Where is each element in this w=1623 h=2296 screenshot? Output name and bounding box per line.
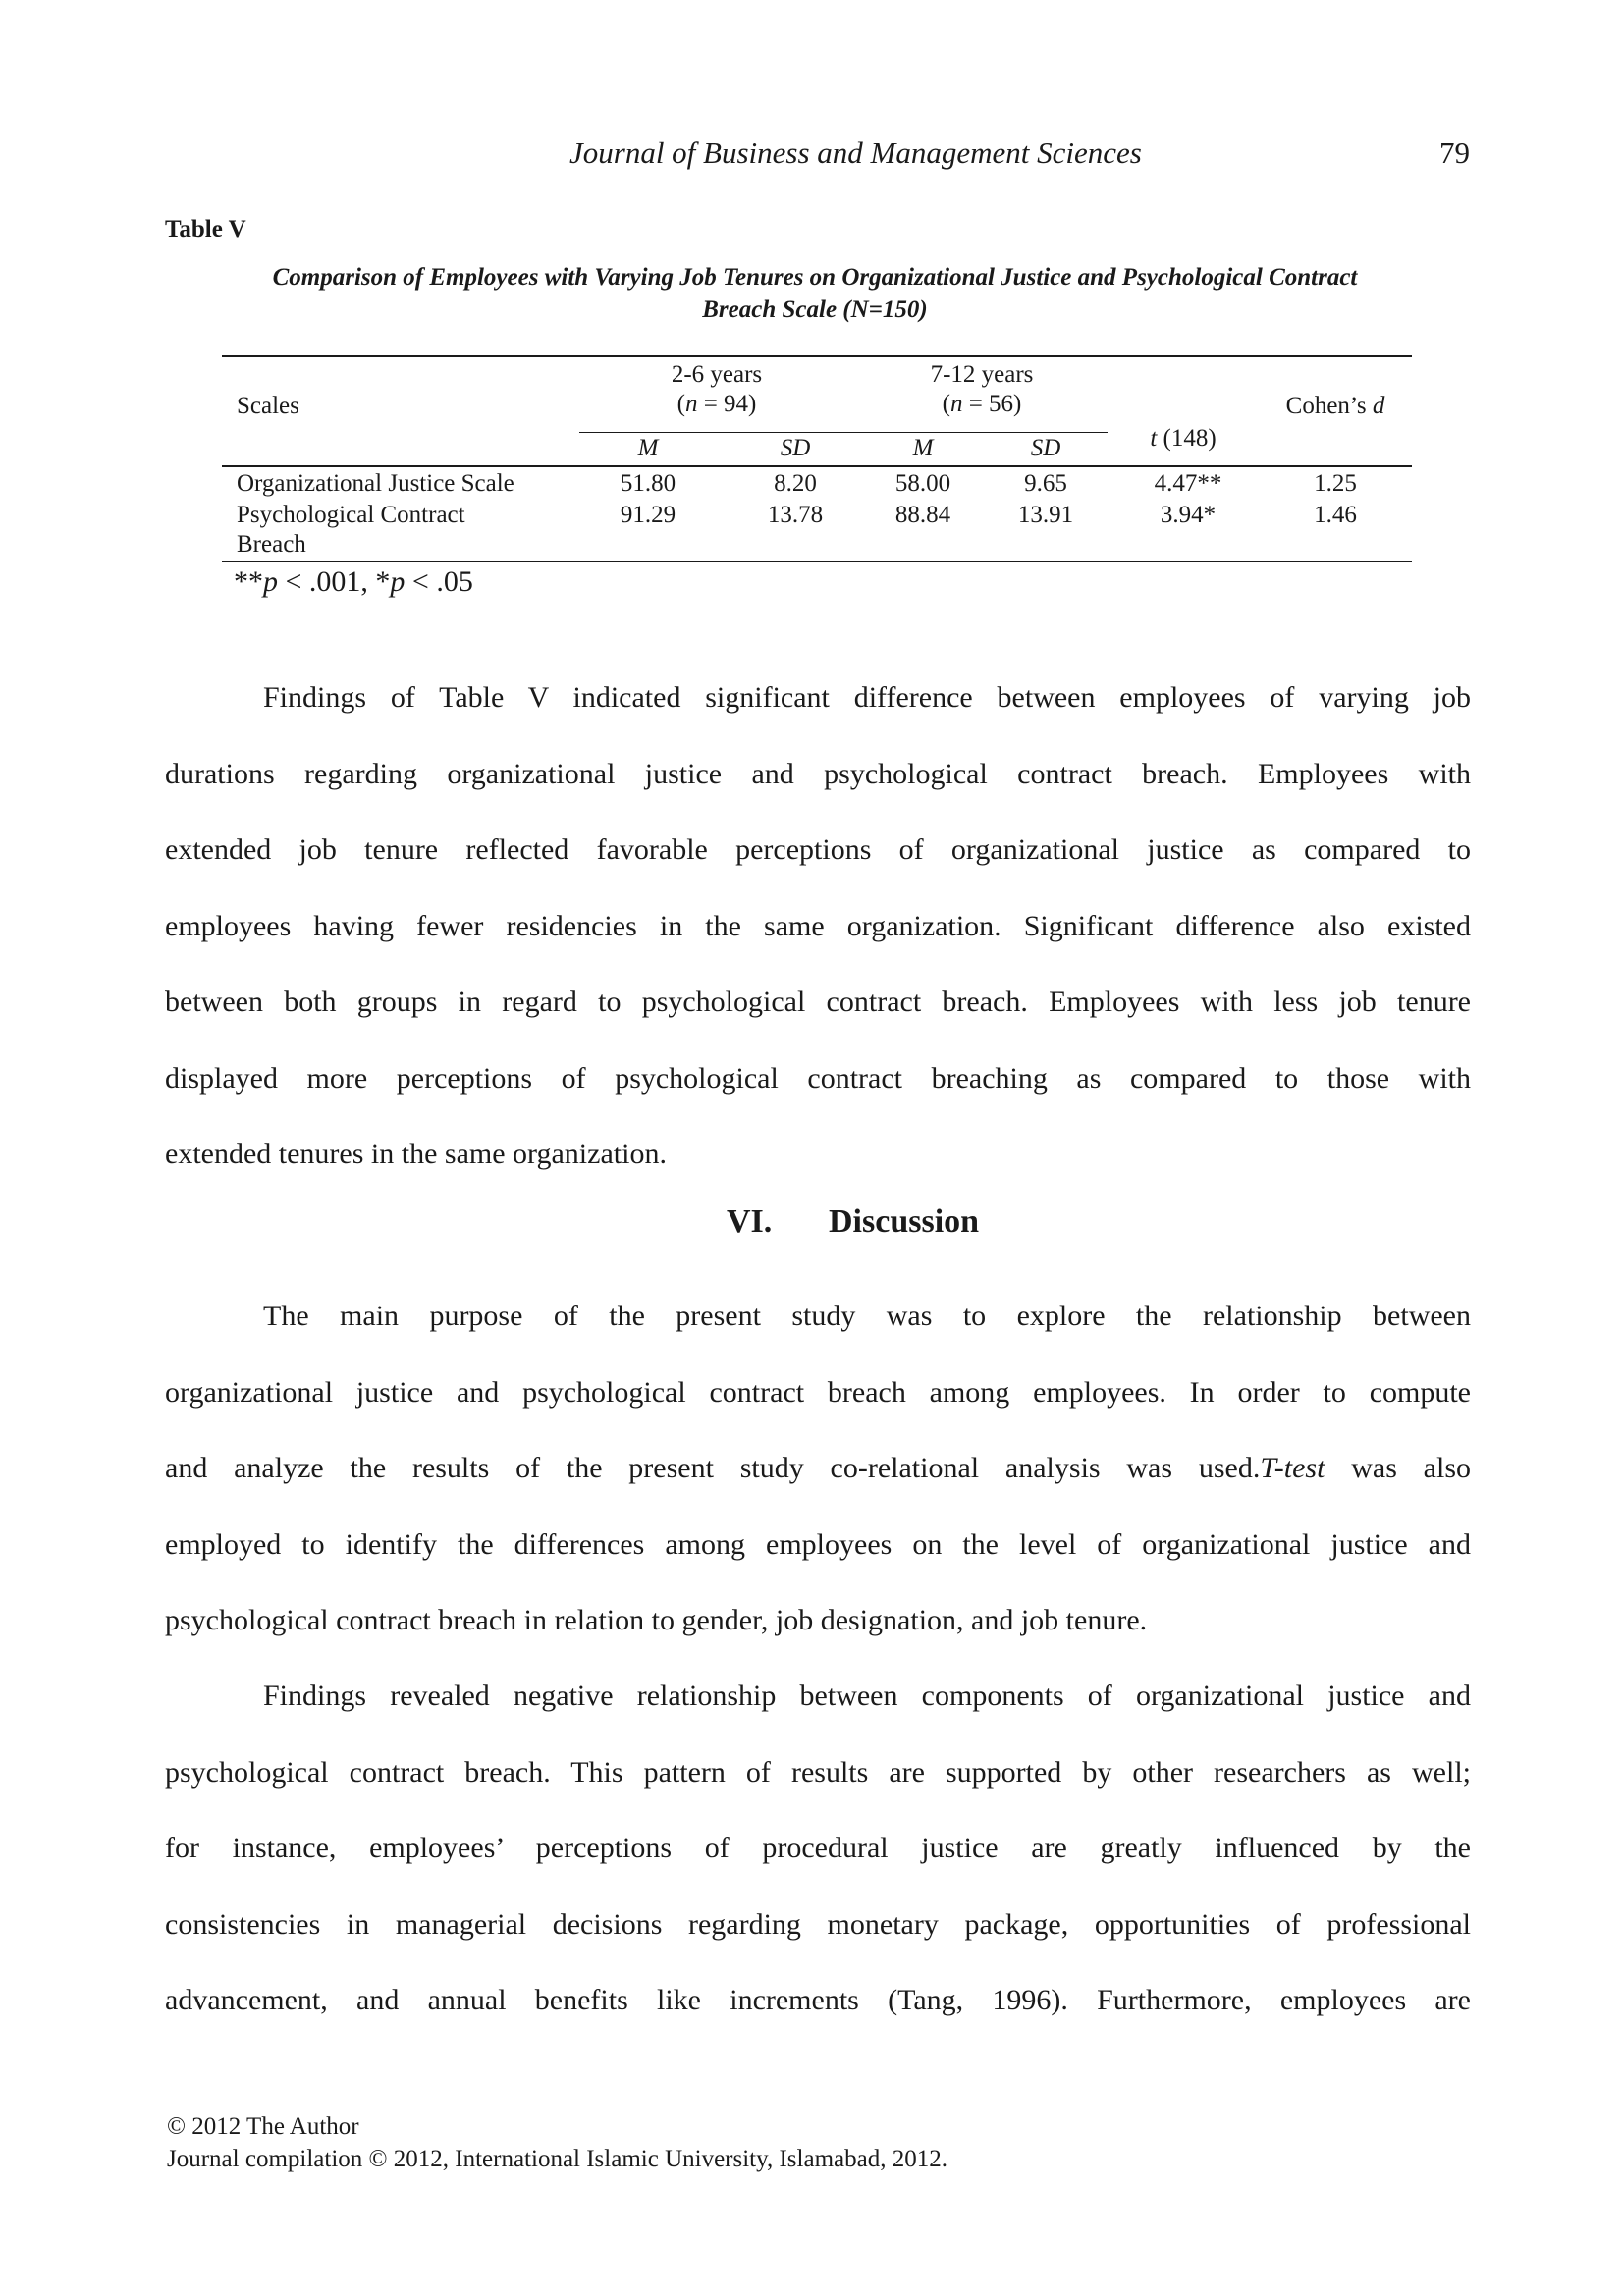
row1-m2: 58.00 xyxy=(894,470,951,497)
row2-sd2: 13.91 xyxy=(1017,502,1074,528)
discussion-line: and analyze the results of the present study co-relational analysis was used.T-test was also xyxy=(165,1452,1471,1484)
row2-sd1: 13.78 xyxy=(767,502,824,528)
header-scales: Scales xyxy=(237,393,299,419)
header-cohens-d: Cohen’s d xyxy=(1285,393,1385,419)
row2-m1: 91.29 xyxy=(620,502,676,528)
findings-line: extended job tenure reflected favorable perceptions of organizational justice as compared to xyxy=(165,833,1471,866)
copyright-line: © 2012 The Author xyxy=(167,2113,359,2140)
findings-line: Findings of Table V indicated significant difference between employees of varying job xyxy=(263,681,1471,714)
row1-d: 1.25 xyxy=(1314,470,1357,497)
header-group2 xyxy=(835,360,1129,419)
discussion-line: employed to identify the differences among employees on the level of organizational justice and xyxy=(165,1527,1471,1561)
findings-line: between both groups in regard to psychological contract breach. Employees with less job tenure xyxy=(165,986,1471,1018)
findings2-line: consistencies in managerial decisions regarding monetary package, opportunities of professional xyxy=(165,1907,1471,1941)
subheader-sd2: SD xyxy=(1030,435,1061,461)
findings-revealed-paragraph xyxy=(165,1658,1471,2039)
journal-title: Journal of Business and Management Sciences xyxy=(569,135,1142,170)
table-bottom-rule xyxy=(222,561,1412,562)
findings2-line: Findings revealed negative relationship between components of organizational justice and xyxy=(263,1680,1471,1712)
row2-scale xyxy=(237,501,465,560)
row2-d: 1.46 xyxy=(1314,502,1357,528)
discussion-paragraph xyxy=(165,1278,1471,1659)
row1-scale: Organizational Justice Scale xyxy=(237,470,514,497)
table-caption-line-1: Comparison of Employees with Varying Job Tenures on Organizational Justice and Psychological Contract xyxy=(272,264,1358,291)
findings-line: durations regarding organizational justice and psychological contract breach. Employees with xyxy=(165,757,1471,790)
row2-scale-line-1: Psychological Contract xyxy=(237,502,465,528)
row2-scale-line-2: Breach xyxy=(237,531,306,558)
discussion-line: psychological contract breach in relation to gender, job designation, and job tenure. xyxy=(165,1604,1148,1636)
table-caption-line-2: Breach Scale (N=150) xyxy=(702,296,928,323)
findings2-line: psychological contract breach. This pattern of results are supported by other researchers as well; xyxy=(165,1755,1471,1789)
row1-sd1: 8.20 xyxy=(774,470,817,497)
subheader-m1: M xyxy=(637,435,659,461)
section-number: VI. xyxy=(727,1203,773,1240)
header-group1-n: (n = 94) xyxy=(676,391,757,417)
discussion-line: The main purpose of the present study was to explore the relationship between xyxy=(263,1300,1471,1332)
row2-m2: 88.84 xyxy=(894,502,951,528)
section-title: Discussion xyxy=(829,1203,980,1240)
row1-t: 4.47** xyxy=(1154,470,1222,497)
row1-m1: 51.80 xyxy=(620,470,676,497)
table-mid-rule xyxy=(222,465,1412,467)
subheader-sd1: SD xyxy=(780,435,811,461)
row2-t: 3.94* xyxy=(1160,502,1217,528)
subheader-m2: M xyxy=(912,435,934,461)
subheader-rule xyxy=(579,432,1108,433)
header-group2-n: (n = 56) xyxy=(942,391,1022,417)
table-caption xyxy=(196,261,1434,326)
page-number: 79 xyxy=(1439,135,1470,170)
findings-line: extended tenures in the same organization. xyxy=(165,1138,667,1170)
page-footer xyxy=(167,2110,947,2175)
findings-line: displayed more perceptions of psychological contract breaching as compared to those with xyxy=(165,1061,1471,1095)
table-top-rule xyxy=(222,355,1412,357)
findings2-line: advancement, and annual benefits like increments (Tang, 1996). Furthermore, employees are xyxy=(165,1984,1471,2016)
findings-line: employees having fewer residencies in the same organization. Significant difference also existed xyxy=(165,909,1471,942)
header-group1-years: 2-6 years xyxy=(671,361,763,388)
row1-sd2: 9.65 xyxy=(1024,470,1067,497)
findings2-line: for instance, employees’ perceptions of procedural justice are greatly influenced by the xyxy=(165,1832,1471,1864)
discussion-line: organizational justice and psychological contract breach among employees. In order to compute xyxy=(165,1375,1471,1409)
header-group1 xyxy=(569,360,864,419)
header-t: t (148) xyxy=(1150,425,1217,452)
header-group2-years: 7-12 years xyxy=(930,361,1034,388)
compilation-line: Journal compilation © 2012, International Islamic University, Islamabad, 2012. xyxy=(167,2146,947,2172)
table-note: **p < .001, *p < .05 xyxy=(234,565,473,598)
findings-paragraph xyxy=(165,660,1471,1193)
section-heading xyxy=(727,1203,979,1241)
table-label: Table V xyxy=(165,216,246,242)
